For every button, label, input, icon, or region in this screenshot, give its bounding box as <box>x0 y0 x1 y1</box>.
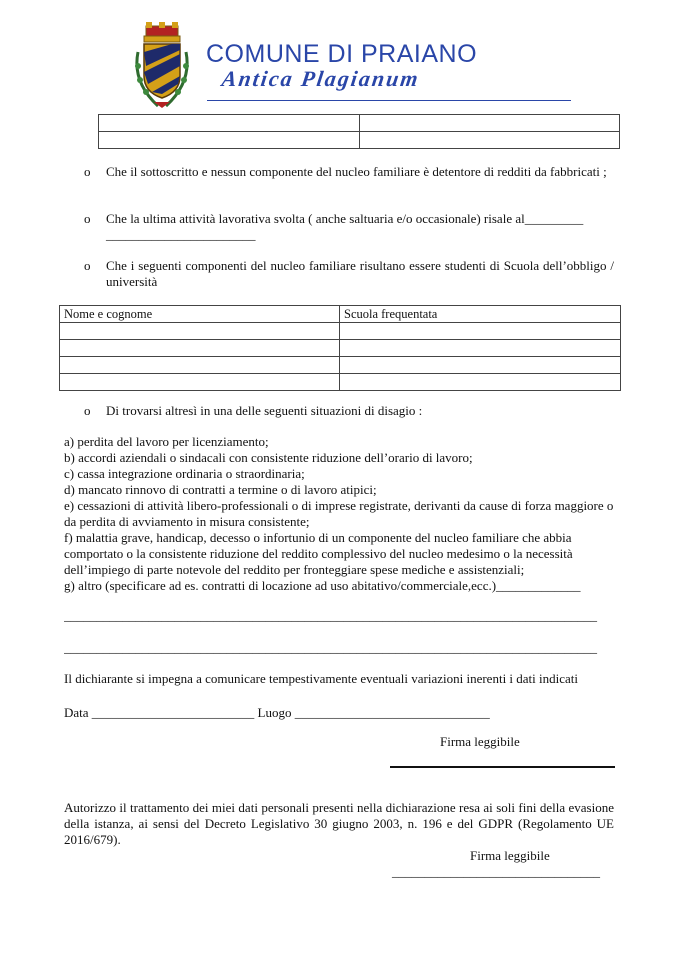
top-table <box>98 114 620 149</box>
signature-line[interactable] <box>390 766 615 768</box>
bullet-text: Che la ultima attività lavorativa svolta ( anche saltuaria e/o occasionale) risale al_________ _______________________ <box>106 211 584 242</box>
bullet-item <box>84 211 614 243</box>
logo-title: COMUNE DI PRAIANO <box>206 40 478 68</box>
table-cell[interactable] <box>360 115 620 132</box>
bullet-text: Di trovarsi altresì in una delle seguenti situazioni di disagio : <box>106 403 423 418</box>
coat-of-arms <box>132 22 192 110</box>
students-table <box>59 305 621 391</box>
bullet-item <box>84 258 614 290</box>
privacy-consent-text: Autorizzo il trattamento dei miei dati personali presenti nella dichiarazione resa ai soli fini della evasione della istanza, ai sensi del Decreto Legislativo 30 giugno 2003, n. 196 e del GDPR (Regolamento UE 2016/679). <box>64 800 614 847</box>
column-header-school: Scuola frequentata <box>340 306 621 323</box>
disagio-item-e: e) cessazioni di attività libero-professionali o di imprese registrate, derivanti da cause di forza maggiore o da perdita di avviamento in misura consistente; <box>64 498 614 529</box>
signature-line[interactable]: ________________________________ <box>392 864 600 879</box>
logo-subtitle: Antica Plagianum <box>220 66 422 91</box>
signature-label: Firma leggibile <box>470 848 550 863</box>
table-cell[interactable] <box>340 357 621 374</box>
column-header-name: Nome e cognome <box>60 306 340 323</box>
date-place-line[interactable]: Data _________________________ Luogo ______________________________ <box>64 705 490 720</box>
bullet-text: Che il sottoscritto e nessun componente del nucleo familiare è detentore di redditi da fabbricati ; <box>106 164 607 179</box>
signature-label: Firma leggibile <box>440 734 520 749</box>
table-cell[interactable] <box>360 132 620 149</box>
table-cell[interactable] <box>340 323 621 340</box>
table-cell[interactable] <box>60 340 340 357</box>
disagio-item-f: f) malattia grave, handicap, decesso o infortunio di un componente del nucleo familiare che abbia comportato o la consistente riduzione del reddito complessivo del nucleo medesimo o la necessità dell’impiego di parte notevole del reddito per fronteggiare spese mediche e assistenziali; <box>64 530 573 577</box>
blank-line[interactable]: __________________________________________________________________________________ <box>64 640 597 655</box>
table-cell[interactable] <box>340 374 621 391</box>
table-row <box>60 374 621 391</box>
table-cell[interactable] <box>60 357 340 374</box>
disagio-item-d: d) mancato rinnovo di contratti a termine o di lavoro atipici; <box>64 482 377 497</box>
bullet-text: Che i seguenti componenti del nucleo familiare risultano essere studenti di Scuola dell’obbligo / università <box>106 258 614 289</box>
bullet-item <box>84 403 614 419</box>
bullet-circle-icon: o <box>84 211 91 226</box>
table-cell[interactable] <box>99 115 360 132</box>
logo-divider <box>207 100 571 101</box>
commitment-text: Il dichiarante si impegna a comunicare tempestivamente eventuali variazioni inerenti i dati indicati <box>64 671 579 686</box>
bullet-circle-icon: o <box>84 164 91 179</box>
disagio-item-b: b) accordi aziendali o sindacali con consistente riduzione dell’orario di lavoro; <box>64 450 473 465</box>
table-row <box>60 357 621 374</box>
table-row <box>99 115 620 132</box>
table-cell[interactable] <box>60 323 340 340</box>
disagio-item-a: a) perdita del lavoro per licenziamento; <box>64 434 269 449</box>
table-cell[interactable] <box>340 340 621 357</box>
table-row <box>99 132 620 149</box>
table-cell[interactable] <box>99 132 360 149</box>
table-header-row <box>60 306 621 323</box>
bullet-item <box>84 164 614 180</box>
disagio-item-c: c) cassa integrazione ordinaria o straordinaria; <box>64 466 305 481</box>
blank-line[interactable]: __________________________________________________________________________________ <box>64 608 597 623</box>
bullet-circle-icon: o <box>84 258 91 273</box>
disagio-item-g: g) altro (specificare ad es. contratti di locazione ad uso abitativo/commerciale,ecc.)_____________ <box>64 578 581 593</box>
bullet-circle-icon: o <box>84 403 91 418</box>
table-row <box>60 323 621 340</box>
table-cell[interactable] <box>60 374 340 391</box>
table-row <box>60 340 621 357</box>
